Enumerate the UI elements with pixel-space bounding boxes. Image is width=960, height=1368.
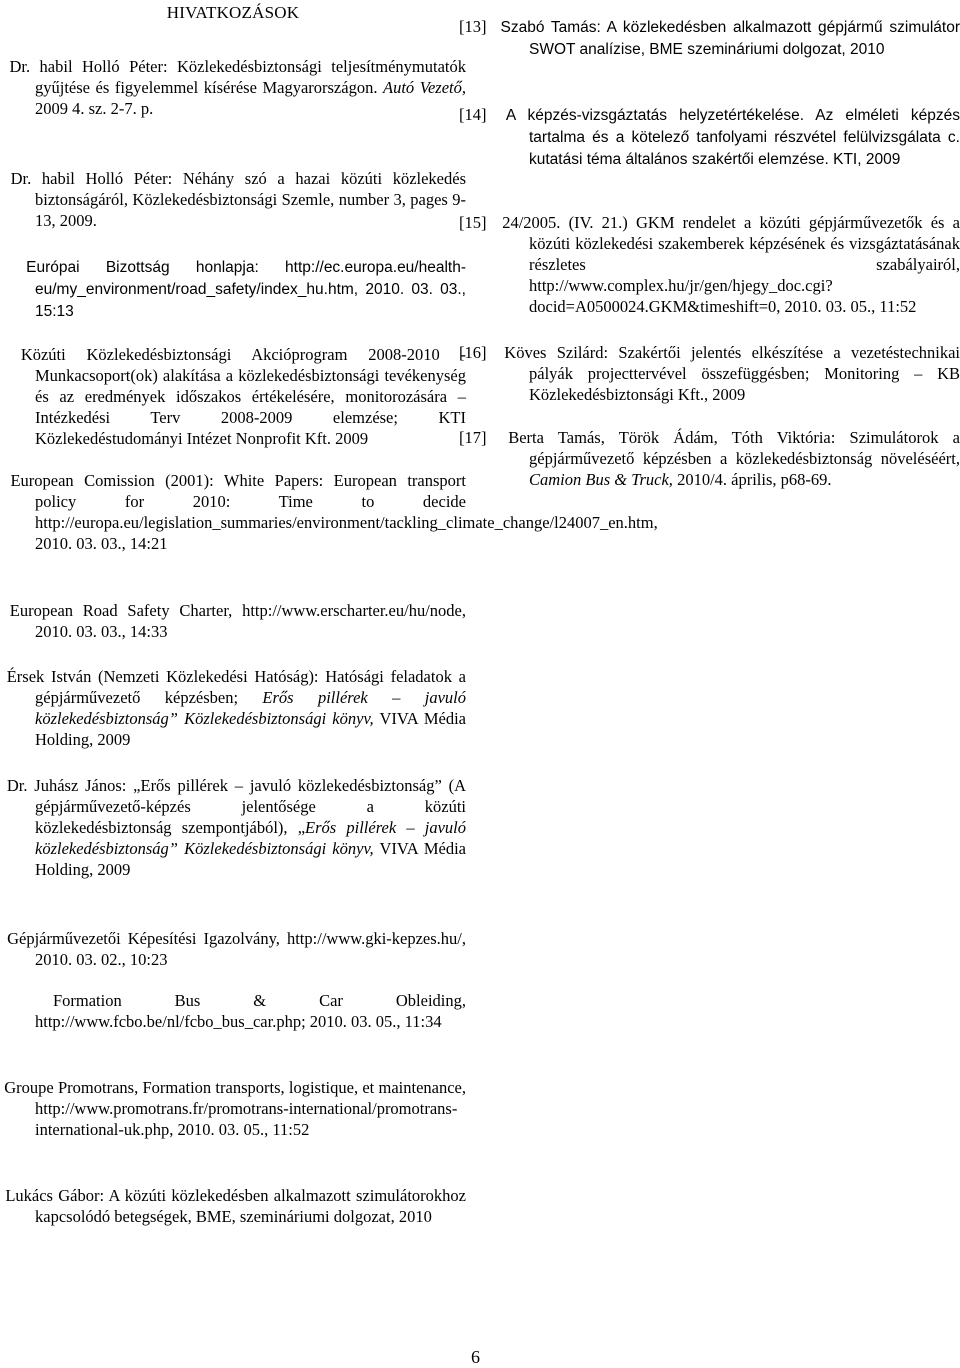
- reference-italic: Camion Bus & Truck,: [529, 470, 673, 489]
- reference-3: [0, 256, 466, 322]
- reference-text: Európai Bizottság honlapja: http://ec.europa.eu/health-eu/my_environment/road_safety/index_hu.htm, 2010. 03. 03., 15:13: [26, 259, 467, 320]
- reference-9: [0, 928, 466, 970]
- references-heading: HIVATKOZÁSOK: [166, 3, 300, 22]
- reference-4: [0, 344, 466, 449]
- reference-12: [0, 1185, 466, 1227]
- reference-text: Érsek István (Nemzeti Közlekedési Hatóság): Hatósági feladatok a gépjárművezető képzésben;: [6, 667, 466, 707]
- page-number: 6: [471, 1347, 480, 1367]
- reference-7: [0, 666, 466, 750]
- reference-tail: VIVA Média Holding, 2009: [35, 709, 466, 749]
- reference-11: [0, 1077, 466, 1140]
- reference-17: [17] Berta Tamás, Török Ádám, Tóth Viktória: Szimulátorok a gépjárművezető képzésben a közlekedésbiztonság növeléséért, Camion Bus & Truck, 2010/4. április, p68-69.: [459, 428, 960, 489]
- reference-2: [0, 168, 466, 231]
- reference-italic: Autó Vezető,: [383, 78, 466, 97]
- reference-text: Lukács Gábor: A közúti közlekedésben alkalmazott szimulátorokhoz kapcsolódó betegségek, BME, szemináriumi dolgozat, 2010: [5, 1186, 466, 1226]
- reference-text: Közúti Közlekedésbiztonsági Akcióprogram 2008-2010 - Munkacsoport(ok) alakítása a közlekedésbiztonsági tevékenység és az eredmények időszakos értékelésére, monitorozására – Intézkedési Terv 2008-2009 elemzése; KTI Közlekedéstudományi Intézet Nonprofit Kft. 2009: [20, 345, 467, 448]
- reference-text: European Comission (2001): White Papers: European transport policy for 2010: Time to decide http://europa.eu/legislation_summaries/environment/tackling_climate_change/l24007_en.htm, 2010. 03. 03., 14:21: [10, 471, 658, 553]
- reference-16: [16] Köves Szilárd: Szakértői jelentés elkészítése a vezetéstechnikai pályák projecttervével összefüggésben; Monitoring – KB Közlekedésbiztonsági Kft., 2009: [459, 343, 960, 404]
- reference-tail: 2009 4. sz. 2-7. p.: [35, 99, 154, 118]
- reference-italic: Erős pillérek – javuló közlekedésbiztonság” Közlekedésbiztonsági könyv,: [35, 818, 466, 858]
- reference-text: Dr. habil Holló Péter: Néhány szó a hazai közúti közlekedés biztonságáról, Közlekedésbiztonsági Szemle, number 3, pages 9-13, 2009.: [10, 169, 467, 230]
- reference-15: [15] 24/2005. (IV. 21.) GKM rendelet a közúti gépjárművezetők és a közúti közlekedési szakemberek képzésének és vizsgáztatásának részletes szabályairól, http://www.complex.hu/jr/gen/hjegy_doc.cgi?docid=A0500024.GKM&timeshift=0, 2010. 03. 05., 11:52: [459, 213, 960, 316]
- reference-13: [13] Szabó Tamás: A közlekedésben alkalmazott gépjármű szimulátor SWOT analízise, BME szemináriumi dolgozat, 2010: [459, 17, 960, 58]
- reference-text: Szabó Tamás: A közlekedésben alkalmazott gépjármű szimulátor SWOT analízise, BME szemináriumi dolgozat, 2010: [500, 19, 960, 58]
- reference-text: European Road Safety Charter, http://www.erscharter.eu/hu/node, 2010. 03. 03., 14:33: [9, 601, 466, 641]
- reference-italic: Erős pillérek – javuló közlekedésbiztonság” Közlekedésbiztonsági könyv,: [35, 688, 466, 728]
- reference-tail: 2010/4. április, p68-69.: [677, 470, 832, 489]
- reference-8: [0, 775, 466, 880]
- reference-text: Gépjárművezetői Képesítési Igazolvány, http://www.gki-kepzes.hu/, 2010. 03. 02., 10:23: [7, 929, 467, 969]
- reference-text: Formation Bus & Car Obleiding, http://www.fcbo.be/nl/fcbo_bus_car.php; 2010. 03. 05., 11:34: [35, 991, 467, 1031]
- reference-text: A képzés-vizsgáztatás helyzetértékelése. Az elméleti képzés tartalma és a kötelező tanfolyami részvétel felülvizsgálata c. kutatási téma általános szakértői elemzése. KTI, 2009: [505, 107, 960, 168]
- reference-6: [0, 600, 466, 642]
- reference-text: Dr. Juhász János: „Erős pillérek – javuló közlekedésbiztonság” (A gépjárművezető-képzés jelentősége a közúti közlekedésbiztonság szempontjából), „: [6, 776, 466, 837]
- reference-14: [14] A képzés-vizsgáztatás helyzetértékelése. Az elméleti képzés tartalma és a kötelező tanfolyami részvétel felülvizsgálata c. kutatási téma általános szakértői elemzése. KTI, 2009: [459, 105, 960, 168]
- reference-text: Groupe Promotrans, Formation transports, logistique, et maintenance, http://www.promotrans.fr/promotrans-international/promotrans-international-uk.php, 2010. 03. 05., 11:52: [4, 1078, 466, 1139]
- reference-1: [0, 56, 466, 119]
- reference-tail: VIVA Média Holding, 2009: [35, 839, 466, 879]
- reference-text: Köves Szilárd: Szakértői jelentés elkészítése a vezetéstechnikai pályák projecttervével összefüggésben; Monitoring – KB Közlekedésbiztonsági Kft., 2009: [504, 343, 960, 404]
- reference-10: [0, 990, 466, 1032]
- reference-text: Dr. habil Holló Péter: Közlekedésbiztonsági teljesítménymutatók gyűjtése és figyelemmel kísérése Magyarországon.: [9, 57, 466, 97]
- reference-text: 24/2005. (IV. 21.) GKM rendelet a közúti gépjárművezetők és a közúti közlekedési szakemberek képzésének és vizsgáztatásának részletes szabályairól, http://www.complex.hu/jr/gen/hjegy_doc.cgi?docid=A0500024.GKM&timeshift=0, 2010. 03. 05., 11:52: [502, 213, 960, 316]
- reference-text: Berta Tamás, Török Ádám, Tóth Viktória: Szimulátorok a gépjárművezető képzésben a közlekedésbiztonság növeléséért,: [508, 428, 960, 468]
